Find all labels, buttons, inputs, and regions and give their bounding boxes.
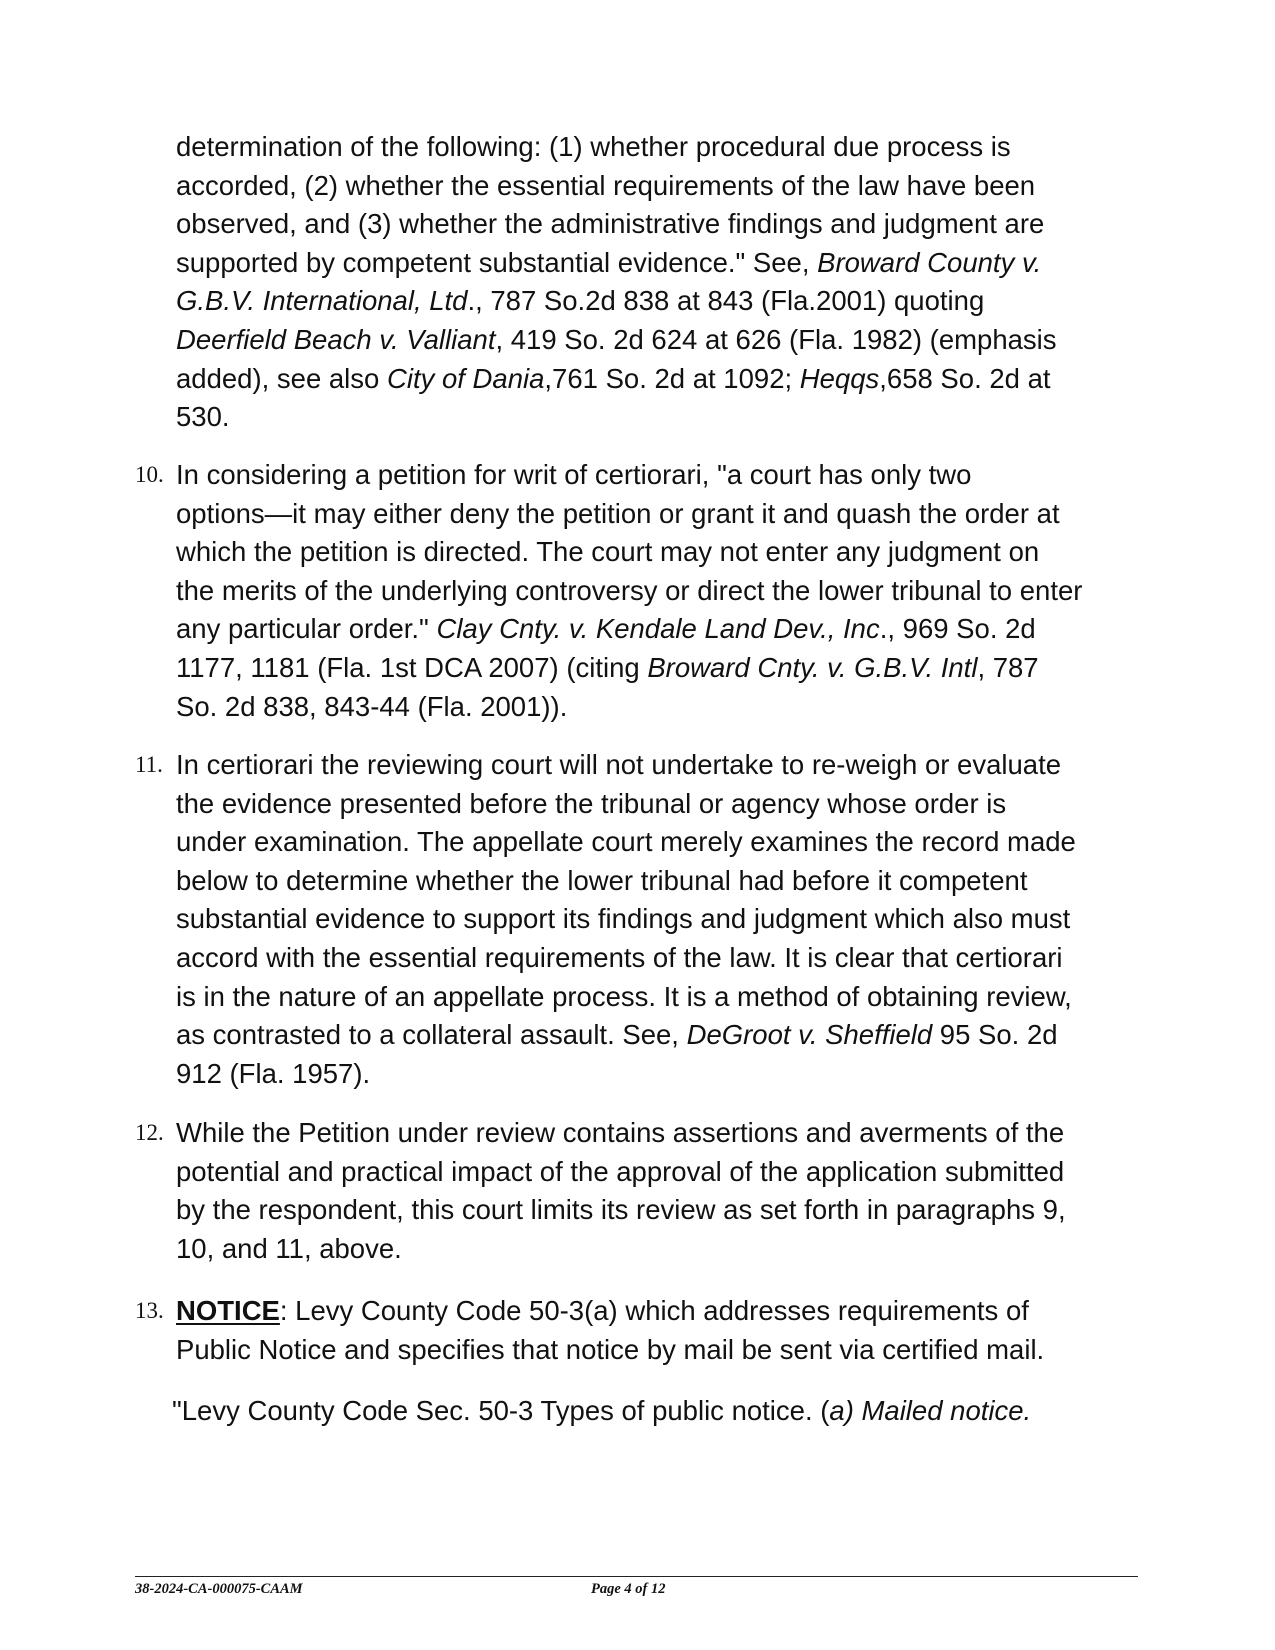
case-citation: Deerfield Beach v. Valliant: [176, 323, 496, 355]
case-citation: Heqqs: [799, 362, 880, 394]
text-run: So. 2d 838, 843-44 (Fla. 2001)).: [176, 690, 568, 722]
text-line: [176, 1230, 1146, 1269]
text-run: , 419 So. 2d 624 at 626 (Fla. 1982) (emphasis: [495, 323, 1057, 355]
paragraph-9-continuation: [176, 128, 1146, 437]
text-run: Public Notice and specifies that notice by mail be sent via certified mail.: [176, 1333, 1045, 1365]
footer-divider: [135, 1576, 1138, 1577]
text-run: In considering a petition for writ of certiorari, "a court has only two: [176, 459, 972, 490]
text-run: under examination. The appellate court merely examines the record made: [176, 826, 1076, 858]
text-run: : Levy County Code 50-3(a) which addresses requirements of: [279, 1295, 1029, 1326]
paragraph-number-13: 13.: [135, 1298, 164, 1323]
text-line: [176, 610, 1146, 649]
text-run: accorded, (2) whether the essential requirements of the law have been: [176, 169, 1036, 201]
text-run: 10, and 11, above.: [176, 1232, 402, 1264]
text-run: observed, and (3) whether the administrative findings and judgment are: [176, 208, 1045, 240]
text-run: determination of the following: (1) whether procedural due process is: [176, 131, 1011, 162]
text-line: [176, 900, 1146, 939]
text-run: is in the nature of an appellate process. It is a method of obtaining review,: [176, 980, 1072, 1012]
text-run: 1177, 1181 (Fla. 1st DCA 2007) (citing: [176, 651, 648, 683]
case-citation: City of Dania: [386, 362, 545, 394]
paragraph-number-10: 10.: [135, 462, 164, 487]
text-line: [176, 244, 1146, 283]
text-line: [176, 823, 1146, 862]
text-run: ,761 So. 2d at 1092;: [544, 362, 800, 394]
text-line: [176, 1331, 1146, 1370]
case-citation: G.B.V. International, Ltd: [176, 285, 468, 317]
text-line: [176, 649, 1146, 688]
text-run: any particular order.": [176, 613, 437, 645]
case-citation: Clay Cnty. v. Kendale Land Dev., Inc: [436, 613, 880, 645]
text-line: [176, 167, 1146, 206]
text-line: [176, 321, 1146, 360]
text-line: [176, 1191, 1146, 1230]
text-line: [176, 862, 1146, 901]
footer-page-number: Page 4 of 12: [591, 1581, 666, 1597]
text-run: "Levy County Code Sec. 50-3 Types of public notice. (: [172, 1395, 830, 1426]
text-line: [176, 205, 1146, 244]
text-line: [176, 398, 1146, 437]
paragraph-11: [176, 746, 1146, 1093]
text-run: , 787: [977, 651, 1039, 683]
text-line: [176, 1055, 1146, 1094]
text-line: [176, 128, 1146, 167]
text-run: options—it may either deny the petition or grant it and quash the order at: [176, 497, 1060, 529]
text-line: [176, 572, 1146, 611]
text-line: [176, 978, 1146, 1017]
paragraph-13: [176, 1292, 1146, 1369]
text-line: [176, 1114, 1146, 1153]
text-line: [176, 1292, 1146, 1331]
text-line: [176, 360, 1146, 399]
case-citation: a) Mailed notice.: [829, 1395, 1032, 1426]
text-run: which the petition is directed. The court may not enter any judgment on: [176, 536, 1040, 568]
code-quote: [172, 1392, 1142, 1431]
case-citation: DeGroot v. Sheffield: [686, 1019, 933, 1051]
case-citation: Broward County v.: [817, 246, 1042, 278]
text-run: the evidence presented before the tribunal or agency whose order is: [176, 787, 1007, 819]
paragraph-number-11: 11.: [135, 752, 163, 777]
paragraph-10: [176, 456, 1146, 726]
text-run: ,658 So. 2d at: [879, 362, 1051, 394]
text-line: [176, 1153, 1146, 1192]
text-run: supported by competent substantial evidence." See,: [176, 246, 818, 278]
text-run: substantial evidence to support its findings and judgment which also must: [176, 903, 1071, 935]
text-run: potential and practical impact of the approval of the application submitted: [176, 1155, 1065, 1187]
text-line: [176, 495, 1146, 534]
footer-case-number: 38-2024-CA-000075-CAAM: [135, 1581, 303, 1597]
text-run: While the Petition under review contains assertions and averments of the: [176, 1117, 1065, 1148]
notice-heading: NOTICE: [176, 1295, 280, 1326]
text-line: [176, 688, 1146, 727]
paragraph-number-12: 12.: [135, 1120, 164, 1145]
text-line: [176, 456, 1146, 495]
text-line: [176, 533, 1146, 572]
text-run: by the respondent, this court limits its review as set forth in paragraphs 9,: [176, 1194, 1066, 1226]
text-line: [176, 785, 1146, 824]
text-run: as contrasted to a collateral assault. See,: [176, 1019, 687, 1051]
text-line: [176, 939, 1146, 978]
text-run: added), see also: [176, 362, 387, 394]
text-line: [172, 1392, 1142, 1431]
text-run: below to determine whether the lower tribunal had before it competent: [176, 864, 1028, 896]
case-citation: Broward Cnty. v. G.B.V. Intl: [647, 651, 978, 683]
text-line: [176, 1016, 1146, 1055]
text-run: 530.: [176, 401, 230, 433]
text-run: accord with the essential requirements of the law. It is clear that certiorari: [176, 941, 1063, 973]
text-run: ., 787 So.2d 838 at 843 (Fla.2001) quoting: [467, 285, 985, 317]
text-run: the merits of the underlying controversy or direct the lower tribunal to enter: [176, 574, 1083, 606]
text-line: [176, 746, 1146, 785]
text-run: ., 969 So. 2d: [879, 613, 1036, 645]
text-run: 912 (Fla. 1957).: [176, 1057, 371, 1089]
text-run: In certiorari the reviewing court will not undertake to re-weigh or evaluate: [176, 749, 1062, 780]
paragraph-12: [176, 1114, 1146, 1268]
text-run: 95 So. 2d: [932, 1019, 1058, 1051]
text-line: [176, 282, 1146, 321]
